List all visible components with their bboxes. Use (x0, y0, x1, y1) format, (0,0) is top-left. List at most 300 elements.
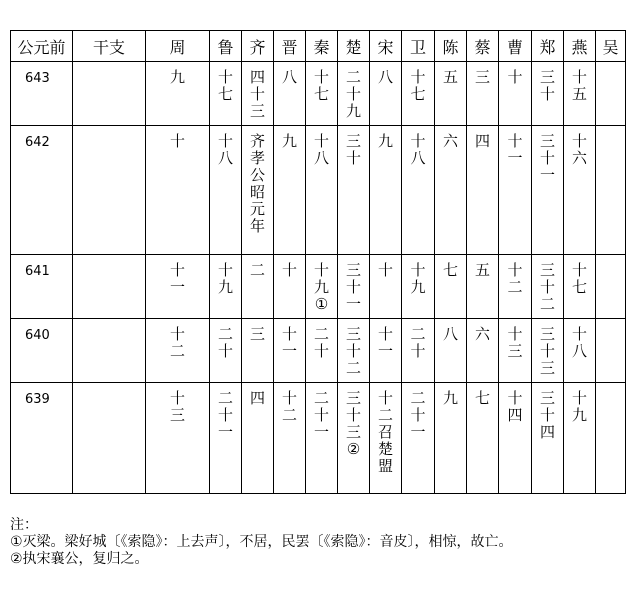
glyph: 一 (313, 423, 329, 441)
vertical-text (564, 126, 595, 167)
vertical-text (210, 62, 241, 103)
state-year-cell (564, 319, 596, 383)
state-year-cell (596, 126, 626, 255)
state-year-cell (467, 255, 499, 319)
glyph: 三 (249, 325, 265, 343)
glyph: 九 (377, 132, 393, 150)
vertical-text (402, 62, 434, 103)
glyph: 七 (474, 389, 490, 407)
vertical-text (242, 319, 273, 343)
glyph: 十 (281, 389, 297, 407)
glyph: 二 (345, 68, 361, 86)
vertical-text (274, 319, 305, 360)
glyph: 二 (313, 389, 329, 407)
ganzhi-cell (73, 62, 146, 126)
glyph: 十 (169, 261, 185, 279)
glyph: 五 (571, 85, 587, 103)
glyph: 十 (249, 85, 265, 103)
glyph: 十 (217, 406, 233, 424)
glyph: 十 (410, 342, 426, 360)
vertical-text (210, 383, 241, 441)
vertical-text (370, 62, 401, 86)
state-year-cell (596, 62, 626, 126)
glyph: 一 (169, 278, 185, 296)
glyph: 九 (410, 278, 426, 296)
glyph: 三 (539, 359, 555, 377)
glyph: 八 (281, 68, 297, 86)
state-year-cell (146, 126, 210, 255)
glyph: 二 (507, 278, 523, 296)
ganzhi-cell (73, 319, 146, 383)
glyph: 齐 (249, 132, 265, 150)
glyph: 十 (507, 68, 523, 86)
vertical-text (467, 255, 498, 279)
glyph: 二 (410, 389, 426, 407)
vertical-text (499, 319, 531, 360)
state-year-cell (306, 255, 338, 319)
glyph: 九 (217, 278, 233, 296)
glyph: 八 (377, 68, 393, 86)
glyph: 十 (410, 132, 426, 150)
state-year-cell (467, 126, 499, 255)
glyph: 一 (410, 423, 426, 441)
glyph: 一 (281, 342, 297, 360)
vertical-text (596, 383, 625, 390)
vertical-text (370, 255, 401, 279)
column-header: 陈 (435, 31, 467, 62)
state-year-cell (370, 126, 402, 255)
vertical-text (435, 255, 466, 279)
glyph: 三 (345, 261, 361, 279)
state-year-cell (435, 62, 467, 126)
state-year-cell (338, 319, 370, 383)
state-year-cell (564, 383, 596, 494)
state-year-cell (306, 62, 338, 126)
glyph: 二 (217, 325, 233, 343)
column-header: 鲁 (210, 31, 242, 62)
state-year-cell (274, 255, 306, 319)
glyph: 六 (474, 325, 490, 343)
vertical-text (146, 319, 209, 360)
glyph: 孝 (249, 149, 265, 167)
glyph: 十 (410, 406, 426, 424)
state-year-cell (467, 319, 499, 383)
glyph: 十 (345, 278, 361, 296)
glyph: 七 (442, 261, 458, 279)
glyph: 十 (539, 149, 555, 167)
state-year-cell (402, 62, 435, 126)
ganzhi-cell (73, 126, 146, 255)
vertical-text (274, 62, 305, 86)
glyph: 一 (507, 149, 523, 167)
state-year-cell (564, 255, 596, 319)
glyph: 十 (410, 68, 426, 86)
glyph: 八 (313, 149, 329, 167)
glyph: 十 (507, 325, 523, 343)
glyph: 三 (345, 389, 361, 407)
state-year-cell (338, 255, 370, 319)
glyph: 十 (217, 342, 233, 360)
vertical-text (532, 319, 563, 377)
vertical-text (564, 62, 595, 103)
ganzhi-cell (73, 255, 146, 319)
glyph: 十 (377, 261, 393, 279)
glyph: 十 (169, 325, 185, 343)
glyph: 十 (345, 406, 361, 424)
glyph: 八 (571, 342, 587, 360)
vertical-text (338, 255, 369, 313)
glyph: 一 (217, 423, 233, 441)
state-year-cell (146, 62, 210, 126)
glyph: 二 (313, 325, 329, 343)
state-year-cell (210, 319, 242, 383)
vertical-text (435, 319, 466, 343)
vertical-text (210, 319, 241, 360)
vertical-text (306, 255, 337, 313)
table-row (11, 62, 626, 126)
vertical-text (402, 126, 434, 167)
column-header: 周 (146, 31, 210, 62)
glyph: 九 (169, 68, 185, 86)
vertical-text (532, 126, 563, 184)
vertical-text (306, 319, 337, 360)
year-cell: 641 (11, 255, 73, 319)
vertical-text (274, 383, 305, 424)
glyph: 十 (507, 389, 523, 407)
state-year-cell (242, 62, 274, 126)
vertical-text (435, 126, 466, 150)
vertical-text (402, 255, 434, 296)
glyph: 六 (442, 132, 458, 150)
state-year-cell (306, 383, 338, 494)
vertical-text (499, 126, 531, 167)
glyph: 十 (571, 325, 587, 343)
glyph: ① (314, 295, 329, 313)
vertical-text (370, 126, 401, 150)
state-year-cell (532, 319, 564, 383)
column-header: 秦 (306, 31, 338, 62)
glyph: 十 (345, 149, 361, 167)
state-year-cell (146, 383, 210, 494)
state-year-cell (467, 62, 499, 126)
glyph: 三 (539, 389, 555, 407)
glyph: 三 (169, 406, 185, 424)
state-year-cell (435, 126, 467, 255)
glyph: 十 (571, 132, 587, 150)
vertical-text (274, 255, 305, 279)
glyph: 八 (217, 149, 233, 167)
glyph: 二 (377, 406, 393, 424)
state-year-cell (435, 319, 467, 383)
glyph: 一 (345, 295, 361, 313)
vertical-text (306, 383, 337, 441)
state-year-cell (370, 319, 402, 383)
glyph: 十 (217, 132, 233, 150)
year-cell: 642 (11, 126, 73, 255)
vertical-text (274, 126, 305, 150)
glyph: 九 (571, 406, 587, 424)
vertical-text (435, 62, 466, 86)
glyph: 四 (507, 406, 523, 424)
glyph: 三 (539, 132, 555, 150)
state-year-cell (210, 255, 242, 319)
vertical-text (210, 255, 241, 296)
glyph: 二 (217, 389, 233, 407)
glyph: 四 (249, 68, 265, 86)
vertical-text (564, 319, 595, 360)
glyph: 十 (571, 68, 587, 86)
vertical-text (306, 126, 337, 167)
glyph: 年 (249, 217, 265, 235)
glyph: 十 (217, 261, 233, 279)
glyph: 十 (410, 261, 426, 279)
table-row (11, 383, 626, 494)
state-year-cell (210, 383, 242, 494)
glyph: 一 (377, 342, 393, 360)
vertical-text (146, 126, 209, 150)
glyph: 十 (281, 325, 297, 343)
glyph: 二 (169, 342, 185, 360)
vertical-text (242, 62, 273, 120)
glyph: 二 (539, 295, 555, 313)
vertical-text (564, 383, 595, 424)
state-year-cell (499, 319, 532, 383)
glyph: 楚 (377, 440, 393, 458)
glyph: 六 (571, 149, 587, 167)
vertical-text (499, 383, 531, 424)
state-year-cell (532, 62, 564, 126)
glyph: 十 (281, 261, 297, 279)
year-cell: 640 (11, 319, 73, 383)
state-year-cell (532, 383, 564, 494)
glyph: 七 (410, 85, 426, 103)
column-header: 晋 (274, 31, 306, 62)
state-year-cell (370, 383, 402, 494)
column-header: 郑 (532, 31, 564, 62)
glyph: 三 (474, 68, 490, 86)
glyph: 八 (442, 325, 458, 343)
state-year-cell (274, 62, 306, 126)
glyph: 昭 (249, 183, 265, 201)
glyph: 十 (507, 132, 523, 150)
state-year-cell (499, 126, 532, 255)
vertical-text (532, 62, 563, 103)
column-header: 吴 (596, 31, 626, 62)
state-year-cell (242, 319, 274, 383)
vertical-text (402, 383, 434, 441)
state-year-cell (370, 255, 402, 319)
glyph: 十 (313, 406, 329, 424)
vertical-text (146, 383, 209, 424)
vertical-text (338, 62, 369, 120)
state-year-cell (564, 62, 596, 126)
glyph: 九 (345, 102, 361, 120)
state-year-cell (435, 383, 467, 494)
glyph: 三 (539, 261, 555, 279)
vertical-text (596, 319, 625, 326)
column-header: 干支 (73, 31, 146, 62)
glyph: 二 (281, 406, 297, 424)
vertical-text (467, 126, 498, 150)
vertical-text (338, 126, 369, 167)
column-header: 燕 (564, 31, 596, 62)
vertical-text (596, 255, 625, 262)
glyph: 十 (539, 342, 555, 360)
column-header: 宋 (370, 31, 402, 62)
glyph: 七 (571, 278, 587, 296)
glyph: 十 (377, 325, 393, 343)
glyph: 十 (507, 261, 523, 279)
glyph: 十 (313, 342, 329, 360)
state-year-cell (338, 126, 370, 255)
table-row (11, 126, 626, 255)
glyph: 十 (313, 261, 329, 279)
glyph: 三 (249, 102, 265, 120)
glyph: 五 (442, 68, 458, 86)
state-year-cell (467, 383, 499, 494)
state-year-cell (499, 62, 532, 126)
state-year-cell (596, 255, 626, 319)
state-year-cell (146, 255, 210, 319)
glyph: 九 (281, 132, 297, 150)
table-row (11, 255, 626, 319)
vertical-text (564, 255, 595, 296)
state-year-cell (242, 383, 274, 494)
vertical-text (499, 255, 531, 296)
glyph: 十 (313, 132, 329, 150)
glyph: 十 (169, 389, 185, 407)
glyph: 十 (313, 68, 329, 86)
glyph: 十 (571, 389, 587, 407)
glyph: 二 (249, 261, 265, 279)
state-year-cell (210, 62, 242, 126)
state-year-cell (338, 383, 370, 494)
glyph: 召 (377, 423, 393, 441)
state-year-cell (210, 126, 242, 255)
vertical-text (435, 383, 466, 407)
column-header: 齐 (242, 31, 274, 62)
state-year-cell (499, 255, 532, 319)
state-year-cell (402, 126, 435, 255)
state-year-cell (402, 255, 435, 319)
note-1: ①灭梁。梁好城〔《索隐》：上去声〕，不居，民罢〔《索隐》：音皮〕，相惊，故亡。 (10, 534, 513, 550)
state-year-cell (242, 255, 274, 319)
vertical-text (242, 126, 273, 235)
glyph: 九 (313, 278, 329, 296)
glyph: 十 (345, 342, 361, 360)
glyph: 十 (539, 278, 555, 296)
glyph: 十 (539, 406, 555, 424)
vertical-text (242, 383, 273, 407)
column-header: 蔡 (467, 31, 499, 62)
state-year-cell (306, 319, 338, 383)
glyph: 五 (474, 261, 490, 279)
glyph: 元 (249, 200, 265, 218)
column-header: 楚 (338, 31, 370, 62)
column-header: 卫 (402, 31, 435, 62)
glyph: 三 (539, 68, 555, 86)
glyph: 二 (410, 325, 426, 343)
state-year-cell (146, 319, 210, 383)
vertical-text (596, 62, 625, 69)
note-2: ②执宋襄公，复归之。 (10, 551, 149, 567)
vertical-text (146, 62, 209, 86)
year-cell: 639 (11, 383, 73, 494)
vertical-text (499, 62, 531, 86)
glyph: 七 (313, 85, 329, 103)
glyph: 三 (507, 342, 523, 360)
state-year-cell (242, 126, 274, 255)
glyph: 十 (539, 85, 555, 103)
glyph: 四 (539, 423, 555, 441)
state-year-cell (370, 62, 402, 126)
table-row (11, 319, 626, 383)
footnotes (10, 517, 513, 568)
chronology-table (10, 30, 626, 494)
glyph: 公 (249, 166, 265, 184)
vertical-text (532, 383, 563, 441)
glyph: 十 (345, 85, 361, 103)
vertical-text (402, 319, 434, 360)
state-year-cell (274, 319, 306, 383)
state-year-cell (435, 255, 467, 319)
vertical-text (338, 383, 369, 458)
state-year-cell (532, 255, 564, 319)
state-year-cell (338, 62, 370, 126)
state-year-cell (402, 319, 435, 383)
glyph: 四 (474, 132, 490, 150)
vertical-text (338, 319, 369, 377)
vertical-text (467, 319, 498, 343)
state-year-cell (596, 383, 626, 494)
glyph: 盟 (377, 457, 393, 475)
glyph: 三 (345, 423, 361, 441)
glyph: 四 (249, 389, 265, 407)
vertical-text (242, 255, 273, 279)
glyph: 一 (539, 166, 555, 184)
glyph: 三 (345, 132, 361, 150)
glyph: 十 (217, 68, 233, 86)
state-year-cell (274, 383, 306, 494)
state-year-cell (306, 126, 338, 255)
glyph: ② (346, 440, 361, 458)
year-cell: 643 (11, 62, 73, 126)
state-year-cell (564, 126, 596, 255)
glyph: 十 (377, 389, 393, 407)
vertical-text (370, 383, 401, 475)
vertical-text (146, 255, 209, 296)
vertical-text (467, 62, 498, 86)
glyph: 十 (169, 132, 185, 150)
state-year-cell (596, 319, 626, 383)
vertical-text (532, 255, 563, 313)
column-header: 公元前 (11, 31, 73, 62)
state-year-cell (499, 383, 532, 494)
glyph: 二 (345, 359, 361, 377)
glyph: 十 (571, 261, 587, 279)
vertical-text (370, 319, 401, 360)
header-row (11, 31, 626, 62)
notes-title: 注： (10, 517, 38, 533)
vertical-text (467, 383, 498, 407)
vertical-text (210, 126, 241, 167)
vertical-text (306, 62, 337, 103)
glyph: 三 (345, 325, 361, 343)
column-header: 曹 (499, 31, 532, 62)
ganzhi-cell (73, 383, 146, 494)
glyph: 三 (539, 325, 555, 343)
state-year-cell (532, 126, 564, 255)
